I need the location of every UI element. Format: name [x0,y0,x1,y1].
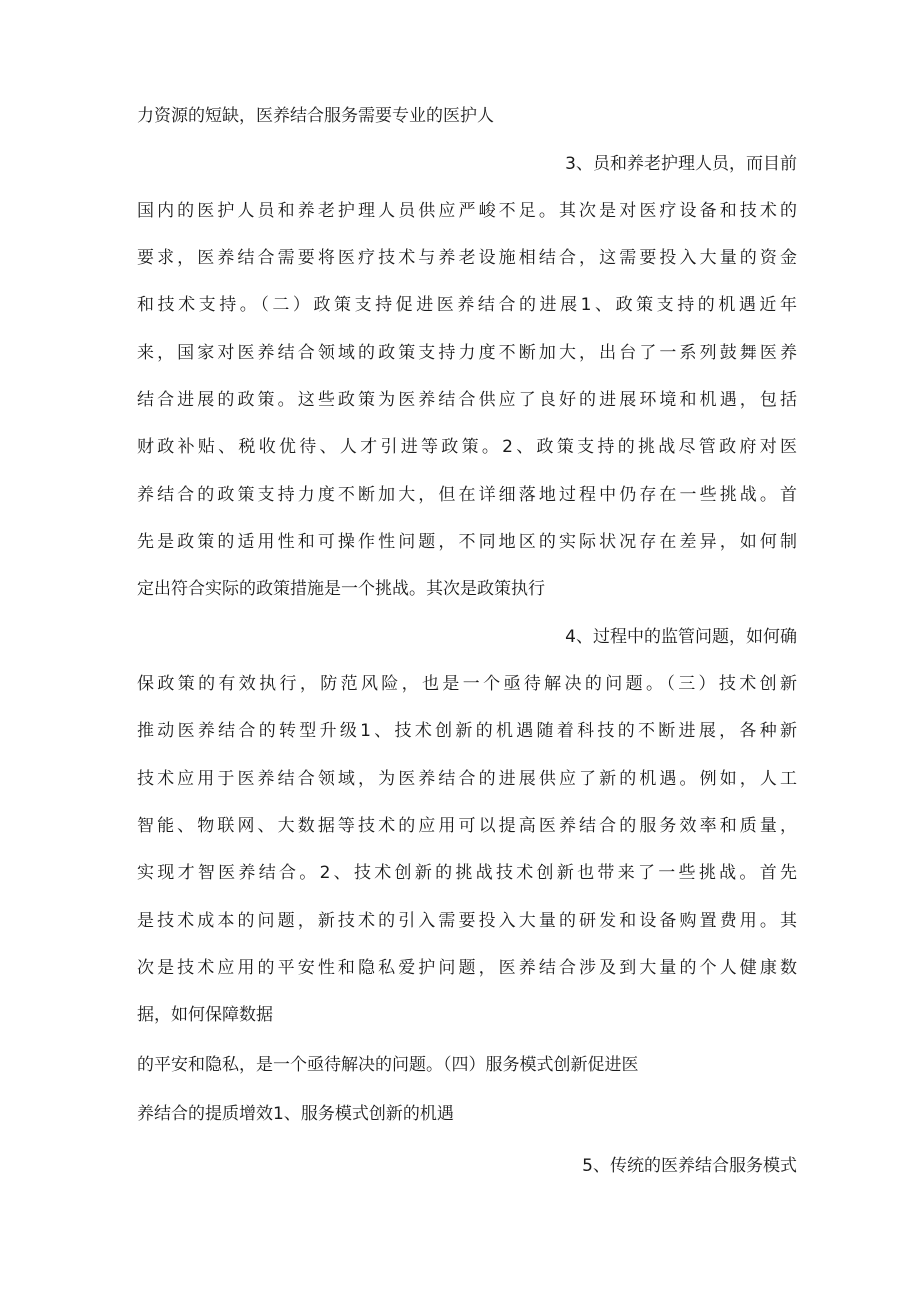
text-line: 定出符合实际的政策措施是一个挑战。其次是政策执行 [137,579,545,599]
text-line: 要求，医养结合需要将医疗技术与养老设施相结合，这需要投入大量的资金 [137,248,797,268]
text-line: 财政补贴、税收优待、人才引进等政策。2、政策支持的挑战尽管政府对医 [137,437,797,457]
text-line: 实现才智医养结合。2、技术创新的挑战技术创新也带来了一些挑战。首先 [137,863,797,883]
text-line: 来，国家对医养结合领域的政策支持力度不断加大，出台了一系列鼓舞医养 [137,343,797,363]
text-line: 结合进展的政策。这些政策为医养结合供应了良好的进展环境和机遇，包括 [137,390,797,410]
text-line: 的平安和隐私，是一个亟待解决的问题。（四）服务模式创新促进医 [137,1055,639,1075]
text-line: 5、传统的医养结合服务模式 [582,1156,797,1176]
text-line: 养结合的提质增效1、服务模式创新的机遇 [137,1104,454,1124]
text-line: 力资源的短缺，医养结合服务需要专业的医护人 [137,106,494,126]
text-line: 国内的医护人员和养老护理人员供应严峻不足。其次是对医疗设备和技术的 [137,201,797,221]
text-line: 保政策的有效执行，防范风险，也是一个亟待解决的问题。（三）技术创新 [137,674,797,694]
text-line: 和技术支持。（二）政策支持促进医养结合的进展1、政策支持的机遇近年 [137,295,797,315]
text-line: 智能、物联网、大数据等技术的应用可以提高医养结合的服务效率和质量， [137,816,797,836]
text-line: 推动医养结合的转型升级1、技术创新的机遇随着科技的不断进展，各种新 [137,721,797,741]
text-line: 4、过程中的监管问题，如何确 [565,627,797,647]
text-line: 是技术成本的问题，新技术的引入需要投入大量的研发和设备购置费用。其 [137,911,797,931]
text-line: 据，如何保障数据 [137,1005,273,1025]
text-line: 养结合的政策支持力度不断加大，但在详细落地过程中仍存在一些挑战。首 [137,485,797,505]
text-line: 先是政策的适用性和可操作性问题，不同地区的实际状况存在差异，如何制 [137,532,797,552]
text-line: 次是技术应用的平安性和隐私爱护问题，医养结合涉及到大量的个人健康数 [137,958,797,978]
text-line: 技术应用于医养结合领域，为医养结合的进展供应了新的机遇。例如，人工 [137,769,797,789]
text-line: 3、员和养老护理人员，而目前 [565,154,797,174]
